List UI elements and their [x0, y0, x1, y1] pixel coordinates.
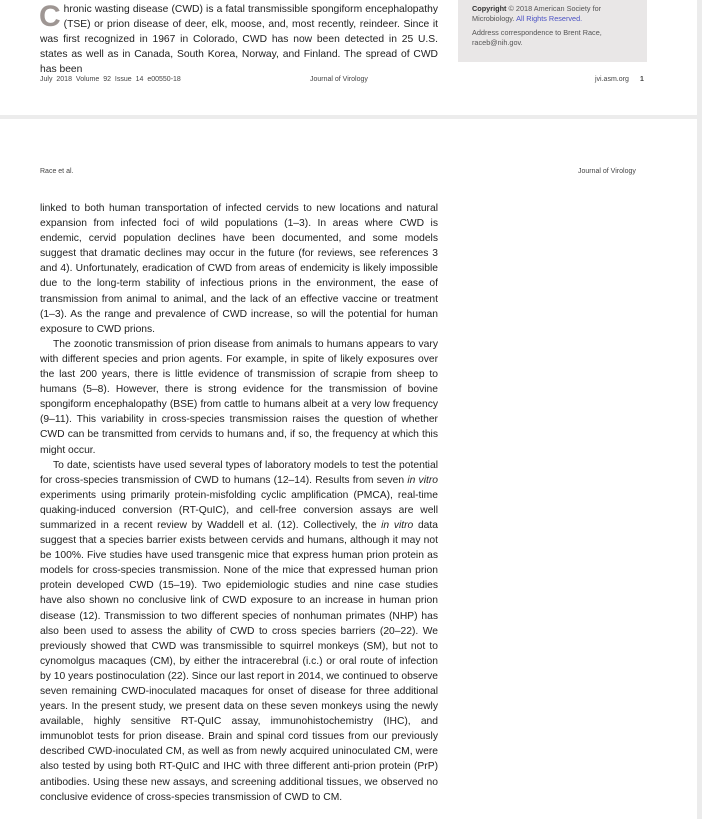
copyright-text: © 2018 American Society for Microbiology. [472, 4, 602, 24]
intro-paragraph [40, 2, 438, 77]
footer-journal: Journal of Virology [310, 76, 368, 83]
footer-site[interactable]: jvi.asm.org [595, 76, 629, 83]
paragraph-3: To date, scientists have used several types of laboratory models to test the potential for cross-species transmission of CWD to humans (12–14). Results from seven in vitro experiments using primarily protein-misfolding cyclic amplification (PMCA), real-time quaking-induced conversion (RT-QuIC), and cell-free conversion assays are well summarized in a recent review by Waddell et al. (12). Collectively, the in vitro data suggest that a species barrier exists between cervids and humans, although it may not be 100%. Five studies have used transgenic mice that express human prion protein as models for cross-species transmission. None of the mice that expressed human prion protein developed CWD (15–19). Two epidemiologic studies and nine case studies have also shown no conclusive link of CWD exposure to an increase in human prion disease (12). Transmission to two different species of nonhuman primates (NHP) has also been used to assess the ability of CWD to cross species barriers (20–22). We previously showed that CWD was transmissible to squirrel monkeys (SM), but not to cynomolgus macaques (CM), by either the intracerebral (i.c.) or oral route of infection by 10 years postinoculation (22). Since our last report in 2014, we continued to observe seven remaining CWD-inoculated macaques for onset of disease for three additional years. In the present study, we present data on these seven monkeys using the newly available, highly sensitive RT-QuIC assay, immunohistochemistry (IHC), and immunoblot tests for prion disease. Brain and spinal cord tissues from our previously described CWD-inoculated CM, as well as from newly acquired uninoculated CM, were also tested by using both RT-QuIC and IHC with three different anti-prion protein (PrP) antibodies. Using these new assays, and screening additional tissues, we observed no conclusive evidence of cross-species transmission of CWD to CM. [40, 459, 438, 803]
running-header-authors: Race et al. [40, 168, 74, 175]
page-1 [0, 0, 697, 115]
page-number: 1 [640, 76, 644, 83]
drop-cap: C [39, 0, 61, 33]
footer-citation: July 2018 Volume 92 Issue 14 e00550-18 [40, 76, 181, 83]
copyright-label: Copyright [472, 4, 507, 13]
running-header-journal: Journal of Virology [578, 168, 636, 175]
rights-link[interactable]: All Rights Reserved. [516, 14, 583, 24]
paragraph-1: linked to both human transportation of infected cervids to new locations and natural expansion from infected foci of wild populations (1–3). In areas where CWD is endemic, cervid population declines have been documented, and some models suggest that dramatic declines may occur in the future (for reviews, see references 3 and 4). Unfortunately, eradication of CWD from areas of endemicity is likely impossible due to the long-term stability of infectious prions in the environment, the ease of transmission from animal to animal, and the lack of an effective vaccine or treatment (1–3). As the range and prevalence of CWD increase, so will the potential for human exposure to CWD prions. [40, 203, 438, 335]
copyright-box [458, 0, 647, 62]
page2-body [40, 201, 438, 805]
intro-text: hronic wasting disease (CWD) is a fatal transmissible spongiform encephalopathy (TSE) or prion disease of deer, elk, moose, and, most recently, reindeer. Since it was first recognized in 1967 in Colorado, CWD has now been detected in 25 U.S. states as well as in Canada, South Korea, Norway, and Finland. The spread of CWD has been [40, 4, 438, 76]
correspondence: Address correspondence to Brent Race, raceb@nih.gov. [472, 27, 602, 48]
paragraph-2: The zoonotic transmission of prion disease from animals to humans appears to vary with different species and prion agents. For example, in spite of likely exposures over the last 200 years, there is little evidence of transmission of scrapie from sheep to humans (5–8). However, there is strong evidence for the transmission of bovine spongiform encephalopathy (BSE) from cattle to humans albeit at a very low frequency (9–11). This variability in cross-species transmission raises the question of whether CWD can be transmitted from cervids to humans and, if so, the frequency at which this might occur. [40, 338, 438, 456]
